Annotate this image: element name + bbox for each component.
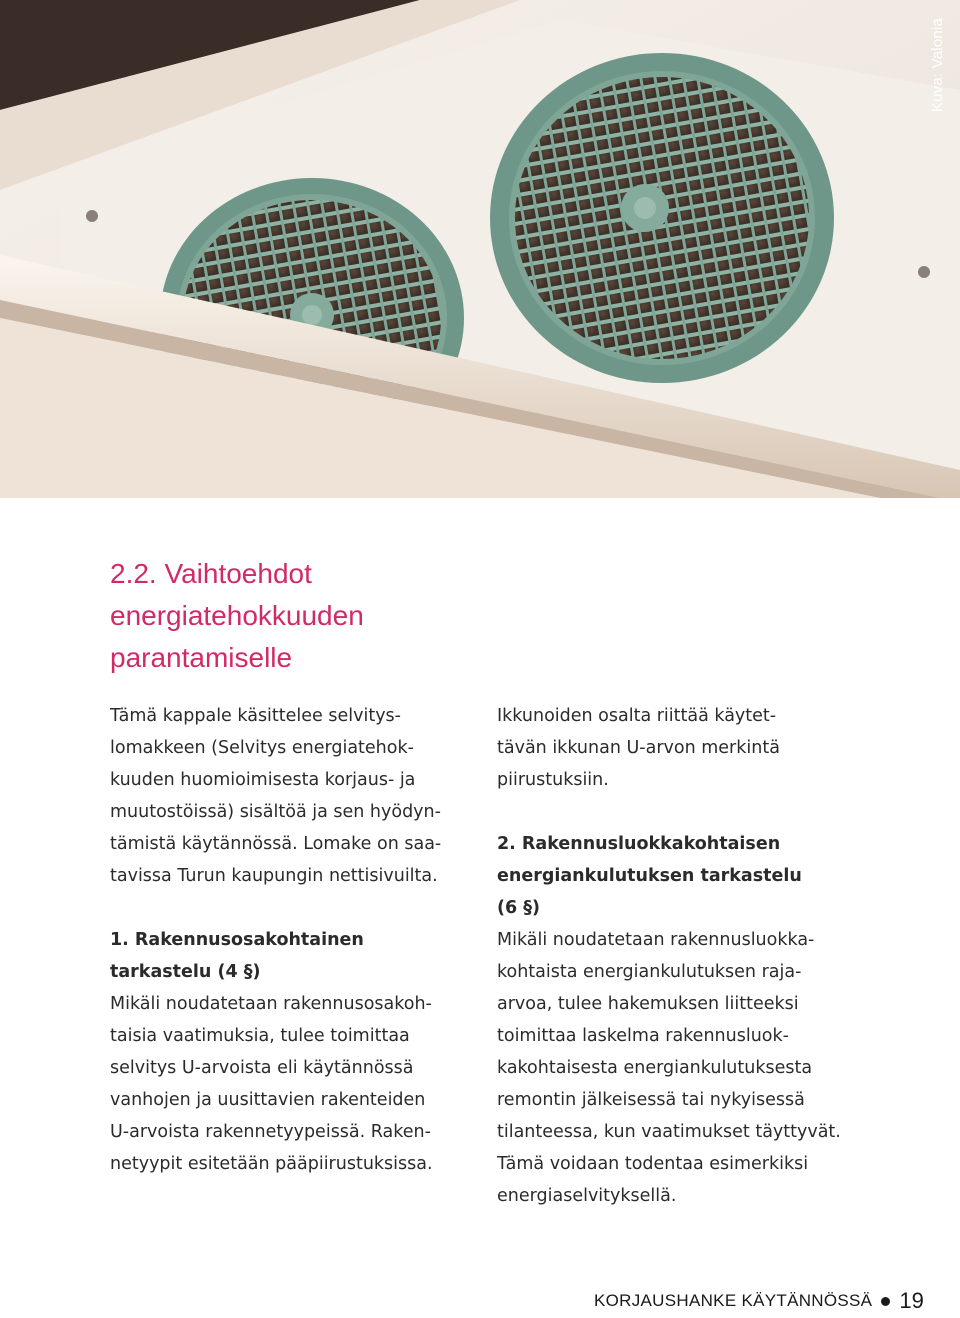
page-footer — [594, 1288, 924, 1314]
text-line: muutostöissä) sisältöä ja sen hyödyn- — [110, 802, 441, 822]
text-line: tävän ikkunan U-arvon merkintä — [497, 738, 780, 758]
section-heading — [110, 553, 530, 679]
text-line: vanhojen ja uusittavien rakenteiden — [110, 1090, 426, 1110]
heading-line: parantamiselle — [110, 642, 293, 673]
ventilation-fans-photo — [0, 0, 960, 498]
text-line: netyypit esitetään pääpiirustuksissa. — [110, 1154, 433, 1174]
text-line: selvitys U-arvoista eli käytännössä — [110, 1058, 414, 1078]
heading-line: 2.2. Vaihtoehdot — [110, 558, 312, 589]
title-line: energiankulutuksen tarkastelu — [497, 866, 802, 886]
right-column — [497, 700, 847, 1212]
text-line: U-arvoista rakennetyypeissä. Raken- — [110, 1122, 431, 1142]
text-line: Mikäli noudatetaan rakennusosakoh- — [110, 994, 432, 1014]
text-line: Tämä kappale käsittelee selvitys- — [110, 706, 401, 726]
text-line: arvoa, tulee hakemuksen liitteeksi — [497, 994, 799, 1014]
text-line: remontin jälkeisessä tai nykyisessä — [497, 1090, 805, 1110]
text-line: Ikkunoiden osalta riittää käytet- — [497, 706, 777, 726]
text-line: taisia vaatimuksia, tulee toimittaa — [110, 1026, 410, 1046]
intro-paragraph — [110, 700, 460, 892]
text-line: Tämä voidaan todentaa esimerkiksi — [497, 1154, 809, 1174]
text-line: tilanteessa, kun vaatimukset täyttyvät. — [497, 1122, 841, 1142]
title-line: 1. Rakennusosakohtainen — [110, 930, 364, 950]
footer-title: KORJAUSHANKE KÄYTÄNNÖSSÄ — [594, 1291, 873, 1310]
section1-body — [110, 988, 460, 1180]
section2-title — [497, 828, 847, 924]
text-line: kohtaista energiankulutuksen raja- — [497, 962, 802, 982]
text-line: Mikäli noudatetaan rakennusluokka- — [497, 930, 815, 950]
bullet-icon — [881, 1297, 890, 1306]
text-line: energiaselvityksellä. — [497, 1186, 677, 1206]
section2-body — [497, 924, 847, 1212]
text-line: piirustuksiin. — [497, 770, 609, 790]
windows-paragraph — [497, 700, 847, 796]
title-line: (6 §) — [497, 898, 541, 918]
fan-right-icon — [490, 53, 834, 383]
text-line: kakohtaisesta energiankulutuksesta — [497, 1058, 813, 1078]
title-line: 2. Rakennusluokkakohtaisen — [497, 834, 781, 854]
page-number: 19 — [899, 1288, 924, 1313]
section1-title — [110, 924, 460, 988]
text-line: lomakkeen (Selvitys energiatehok- — [110, 738, 414, 758]
left-column — [110, 700, 460, 1180]
text-line: kuuden huomioimisesta korjaus- ja — [110, 770, 416, 790]
photo-credit: Kuva: Valonia — [929, 18, 946, 113]
text-line: tavissa Turun kaupungin nettisivuilta. — [110, 866, 438, 886]
title-line: tarkastelu (4 §) — [110, 962, 261, 982]
heading-line: energiatehokkuuden — [110, 600, 364, 631]
text-line: toimittaa laskelma rakennusluok- — [497, 1026, 789, 1046]
text-line: tämistä käytännössä. Lomake on saa- — [110, 834, 442, 854]
